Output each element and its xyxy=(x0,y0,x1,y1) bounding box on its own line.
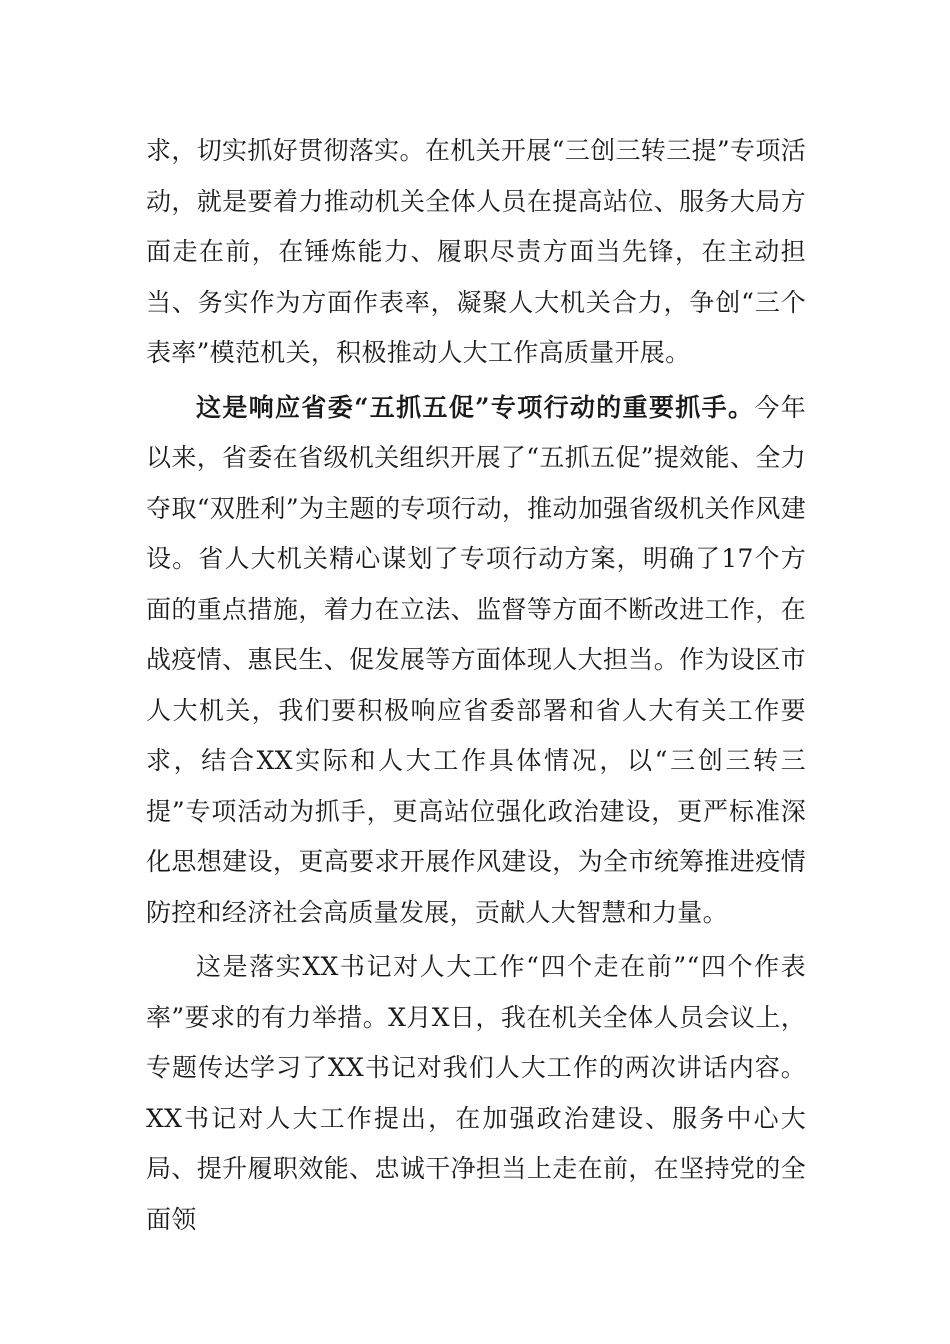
paragraph-1-text: 求，切实抓好贯彻落实。在机关开展“三创三转三提”专项活动，就是要着力推动机关全体人员在提高站位、服务大局方面走在前，在锤炼能力、履职尽责方面当先锋，在主动担当、务实作为方面作表率，凝聚人大机关合力，争创“三个表率”模范机关，积极推动人大工作高质量开展。 xyxy=(146,136,806,367)
paragraph-2-lead: 这是响应省委“五抓五促”专项行动的重要抓手。 xyxy=(196,392,755,422)
paragraph-3-text: 这是落实XX书记对人大工作“四个走在前”“四个作表率”要求的有力举措。X月X日，我在机关全体人员会议上，专题传达学习了XX书记对我们人大工作的两次讲话内容。XX书记对人大工作提出，在加强政治建设、服务中心大局、提升履职效能、忠诚干净担当上走在前，在坚持党的全面领 xyxy=(146,952,806,1234)
document-page xyxy=(146,126,806,1245)
paragraph-2 xyxy=(146,383,806,939)
paragraph-3 xyxy=(146,942,806,1245)
paragraph-2-text: 今年以来，省委在省级机关组织开展了“五抓五促”提效能、全力夺取“双胜利”为主题的专项行动，推动加强省级机关作风建设。省人大机关精心谋划了专项行动方案，明确了17个方面的重点措施，着力在立法、监督等方面不断改进工作，在战疫情、惠民生、促发展等方面体现人大担当。作为设区市人大机关，我们要积极响应省委部署和省人大有关工作要求，结合XX实际和人大工作具体情况，以“三创三转三提”专项活动为抓手，更高站位强化政治建设，更严标准深化思想建设，更高要求开展作风建设，为全市统筹推进疫情防控和经济社会高质量发展，贡献人大智慧和力量。 xyxy=(146,392,806,927)
paragraph-1 xyxy=(146,126,806,379)
